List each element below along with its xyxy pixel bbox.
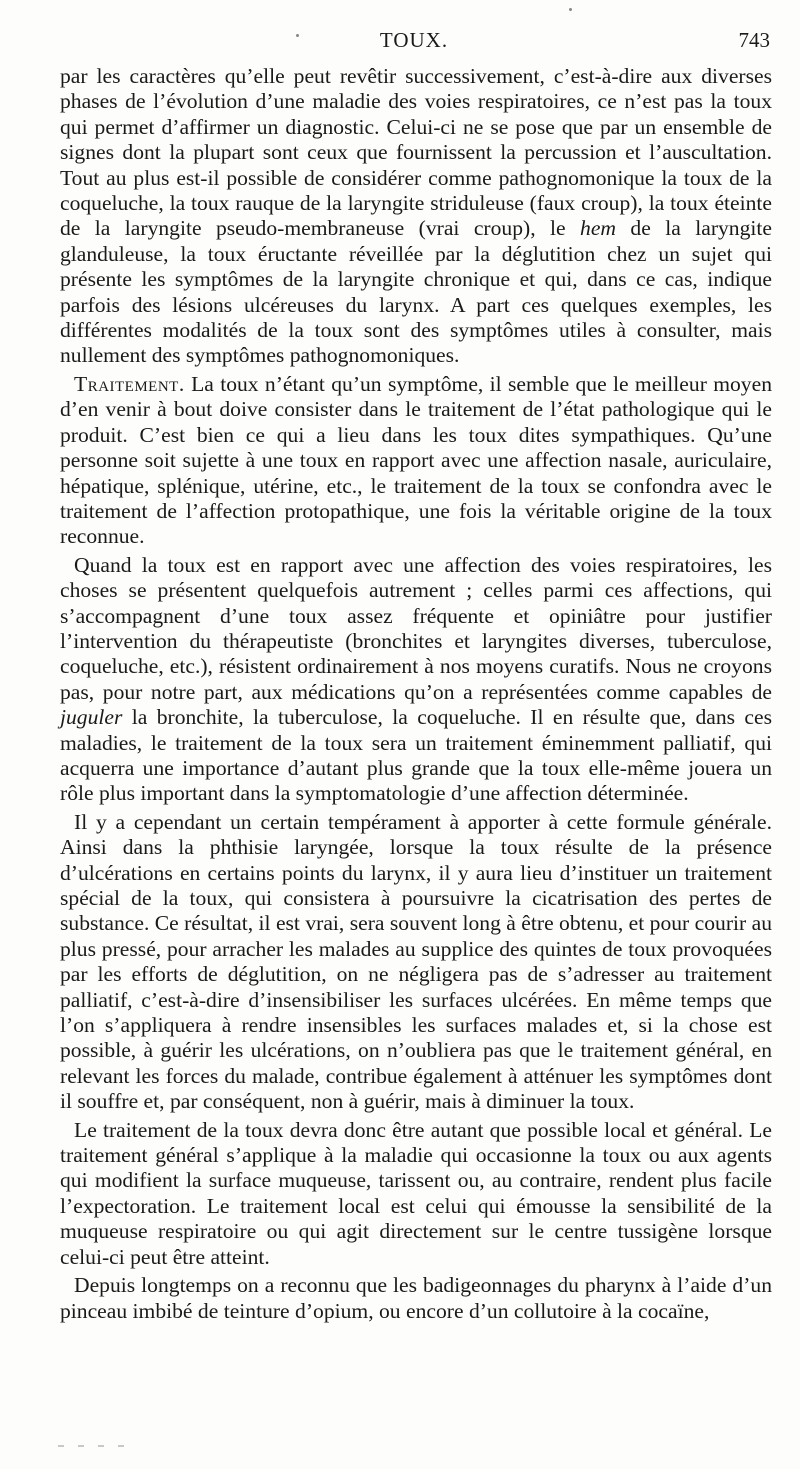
italic-term: juguler bbox=[60, 705, 123, 730]
footer-specks bbox=[58, 1432, 178, 1436]
body-text bbox=[60, 64, 772, 1327]
paragraph-text: La toux n’étant qu’un symptôme, il semble que le meilleur moyen d’en venir à bout doive consister dans le traitement de l’état pathologique qui le produit. C’est bien ce qui a lieu dans les toux dites sympathiques. Qu’une personne soit sujette à une toux en rapport avec une affection nasale, auriculaire, hépatique, splénique, utérine, etc., le traitement de la toux se confondra avec le traitement de l’affection protopathique, une fois la véritable origine de la toux reconnue. bbox=[60, 371, 772, 549]
paragraph-text: Le traitement de la toux devra donc être autant que possible local et général. Le traitement général s’applique à la maladie qui occasionne la toux ou aux agents qui modifient la surface muqueuse, tarissent ou, au contraire, rendent plus facile l’expectoration. Le traitement local est celui qui émousse la sensibilité de la muqueuse respiratoire ou qui agit directement sur le centre tussigène lorsque celui-ci peut être atteint. bbox=[60, 1117, 772, 1269]
paragraph-text-tail: la bronchite, la tuberculose, la coqueluche. Il en résulte que, dans ces maladies, le traitement de la toux sera un traitement éminemment palliatif, qui acquerra une importance d’autant plus grande que la toux elle-même jouera un rôle plus important dans la symptomatologie d’une affection déterminée. bbox=[60, 705, 772, 806]
paragraph bbox=[60, 553, 772, 807]
paragraph bbox=[60, 1118, 772, 1270]
paragraph-traitement bbox=[60, 372, 772, 550]
paragraph-text-tail: de la laryngite glanduleuse, la toux éructante réveillée par la déglutition chez un sujet qui présente les symptômes de la laryngite chronique et qui, dans ce cas, indique parfois des lésions ulcéreuses du larynx. A part ces quelques exemples, les différentes modalités de la toux sont des symptômes utiles à consulter, mais nullement des symptômes pathognomoniques. bbox=[60, 216, 772, 368]
print-speck bbox=[296, 34, 299, 37]
page-number: 743 bbox=[738, 28, 770, 52]
paragraph-text: Depuis longtemps on a reconnu que les badigeonnages du pharynx à l’aide d’un pinceau imbibé de teinture d’opium, ou encore d’un collutoire à la cocaïne, bbox=[60, 1273, 772, 1323]
italic-term: hem bbox=[580, 216, 617, 241]
paragraph-continuation bbox=[60, 64, 772, 369]
paragraph bbox=[60, 810, 772, 1115]
running-header bbox=[58, 28, 770, 56]
paragraph-text: Il y a cependant un certain tempérament à apporter à cette formule générale. Ainsi dans la phthisie laryngée, lorsque la toux résulte de la présence d’ulcérations en certains points du larynx, il y aura lieu d’instituer un traitement spécial de la toux, qui consistera à poursuivre la cicatrisation des pertes de substance. Ce résultat, il est vrai, sera souvent long à être obtenu, et pour courir au plus pressé, pour arracher les malades au supplice des quintes de toux provoquées par les efforts de déglutition, on ne négligera pas de s’adresser au traitement palliatif, c’est-à-dire d’insensibiliser les surfaces ulcérées. En même temps que l’on s’appliquera à rendre insensibles les surfaces malades et, si la chose est possible, à guérir les ulcérations, on n’oubliera pas que le traitement général, en relevant les forces du malade, contribue également à atténuer les symptômes dont il souffre et, par conséquent, non à guérir, mais à diminuer la toux. bbox=[60, 809, 772, 1114]
running-title: TOUX. bbox=[379, 28, 449, 52]
paragraph-text: Quand la toux est en rapport avec une affection des voies respiratoires, les choses se présentent quelquefois autrement ; celles parmi ces affections, qui s’accompagnent d’une toux assez fréquente et opiniâtre pour justifier l’intervention du thérapeutiste (bronchites et laryngites diverses, tuberculose, coqueluche, etc.), résistent ordinairement à nos moyens curatifs. Nous ne croyons pas, pour notre part, aux médications qu’on a représentées comme capables de bbox=[60, 552, 772, 704]
print-speck bbox=[569, 8, 572, 11]
section-lead: Traitement. bbox=[74, 371, 185, 396]
paragraph-text: par les caractères qu’elle peut revêtir successivement, c’est-à-dire aux diverses phases de l’évolution d’une maladie des voies respiratoires, ce n’est pas la toux qui permet d’affirmer un diagnostic. Celui-ci ne se pose que par un ensemble de signes dont la plupart sont ceux que fournissent la percussion et l’auscultation. Tout au plus est-il possible de considérer comme pathognomonique la toux de la coqueluche, la toux rauque de la laryngite striduleuse (faux croup), la toux éteinte de la laryngite pseudo-membraneuse (vrai croup), le bbox=[60, 64, 772, 241]
paragraph bbox=[60, 1273, 772, 1324]
